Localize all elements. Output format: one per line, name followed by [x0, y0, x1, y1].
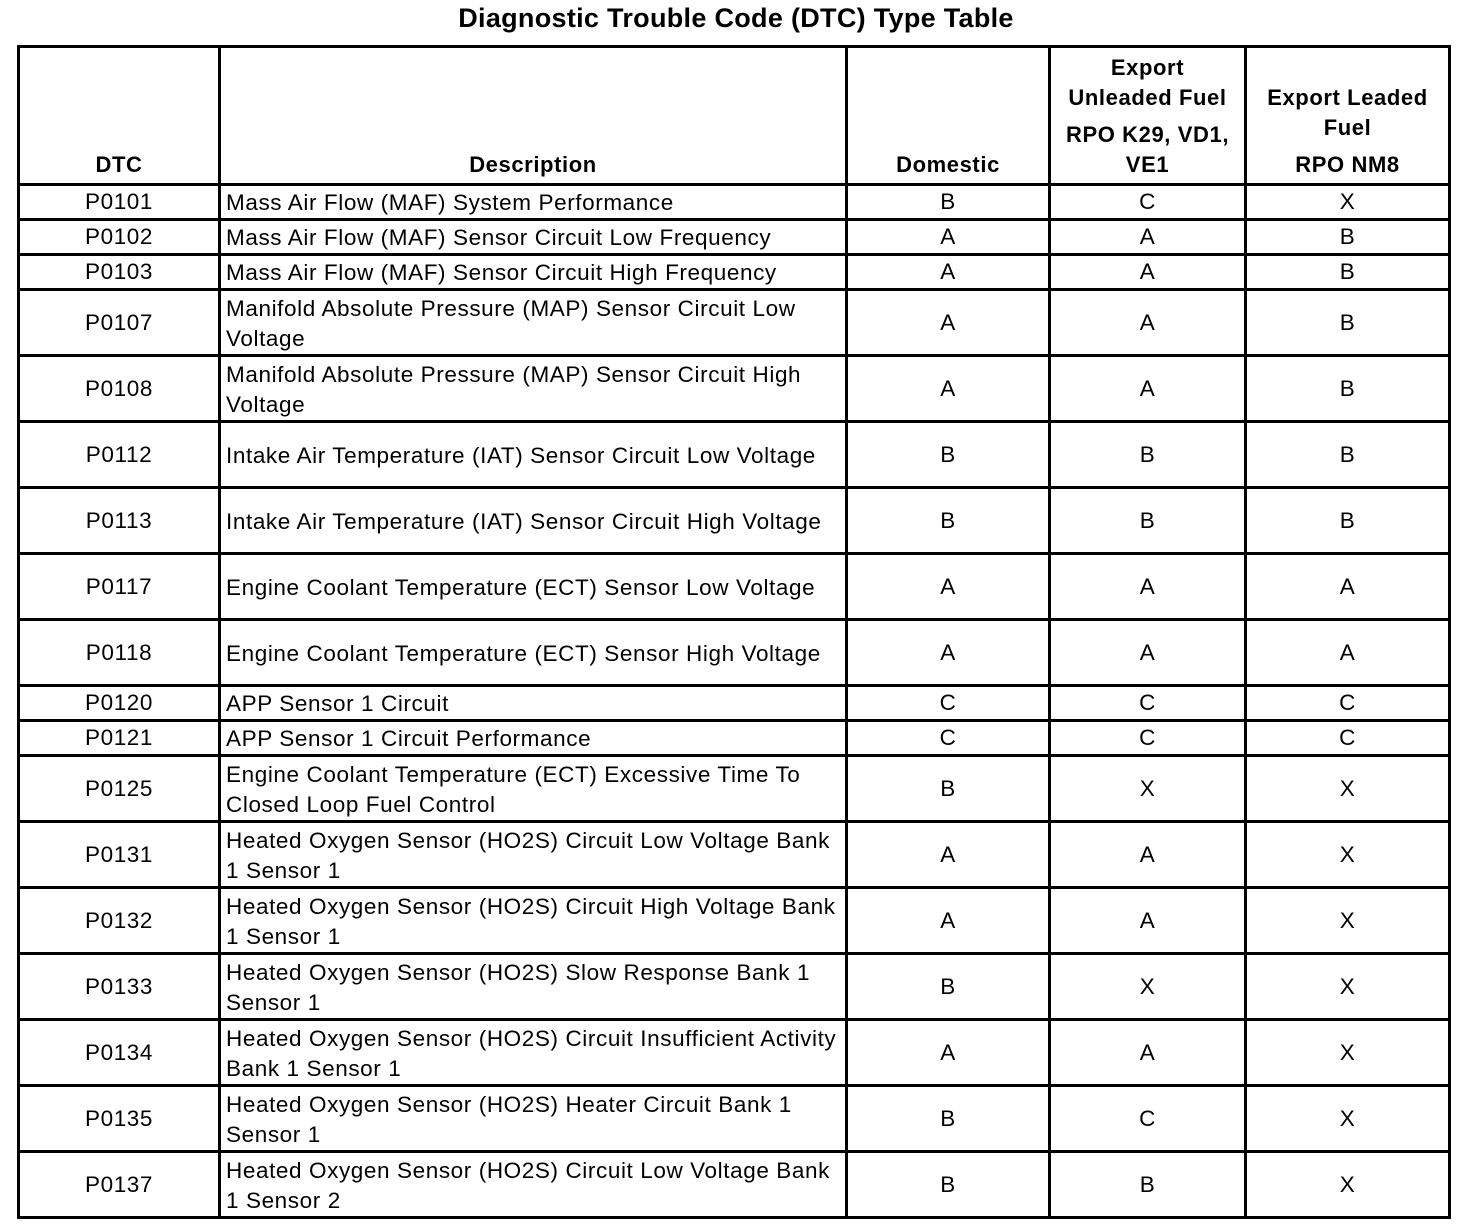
export-leaded-type: B	[1246, 488, 1450, 554]
table-row	[19, 1020, 1450, 1086]
export-unleaded-type: A	[1050, 356, 1246, 422]
dtc-code: P0113	[19, 488, 220, 554]
domestic-type: B	[847, 422, 1050, 488]
dtc-description: APP Sensor 1 Circuit	[220, 686, 847, 721]
domestic-type: B	[847, 1152, 1050, 1218]
table-row	[19, 620, 1450, 686]
export-leaded-type: B	[1246, 255, 1450, 290]
export-leaded-type: C	[1246, 721, 1450, 756]
table-row	[19, 290, 1450, 356]
domestic-type: A	[847, 220, 1050, 255]
dtc-description: Heated Oxygen Sensor (HO2S) Heater Circuit Bank 1 Sensor 1	[220, 1086, 847, 1152]
dtc-description: Mass Air Flow (MAF) Sensor Circuit High Frequency	[220, 255, 847, 290]
header-dtc: DTC	[19, 47, 220, 185]
export-leaded-type: X	[1246, 185, 1450, 220]
header-export-leaded	[1246, 47, 1450, 185]
domestic-type: B	[847, 488, 1050, 554]
export-leaded-type: A	[1246, 620, 1450, 686]
header-export-unleaded-line-3: RPO K29, VD1,	[1065, 122, 1230, 147]
header-description: Description	[220, 47, 847, 185]
page-title: Diagnostic Trouble Code (DTC) Type Table	[458, 3, 1014, 33]
dtc-description: Engine Coolant Temperature (ECT) Sensor Low Voltage	[220, 554, 847, 620]
export-leaded-type: X	[1246, 756, 1450, 822]
table-row	[19, 756, 1450, 822]
table-row	[19, 822, 1450, 888]
dtc-description: Mass Air Flow (MAF) Sensor Circuit Low Frequency	[220, 220, 847, 255]
dtc-description: Engine Coolant Temperature (ECT) Sensor High Voltage	[220, 620, 847, 686]
dtc-description: Manifold Absolute Pressure (MAP) Sensor Circuit High Voltage	[220, 356, 847, 422]
export-unleaded-type: X	[1050, 954, 1246, 1020]
dtc-code: P0120	[19, 686, 220, 721]
export-unleaded-type: B	[1050, 488, 1246, 554]
dtc-description: Heated Oxygen Sensor (HO2S) Circuit Low Voltage Bank 1 Sensor 2	[220, 1152, 847, 1218]
export-unleaded-type: C	[1050, 1086, 1246, 1152]
table-row	[19, 1152, 1450, 1218]
export-leaded-type: B	[1246, 220, 1450, 255]
dtc-code: P0137	[19, 1152, 220, 1218]
domestic-type: A	[847, 554, 1050, 620]
dtc-code: P0121	[19, 721, 220, 756]
export-unleaded-type: A	[1050, 290, 1246, 356]
export-leaded-type: X	[1246, 888, 1450, 954]
domestic-type: A	[847, 290, 1050, 356]
dtc-code: P0133	[19, 954, 220, 1020]
export-unleaded-type: A	[1050, 620, 1246, 686]
export-leaded-type: A	[1246, 554, 1450, 620]
export-leaded-type: X	[1246, 1086, 1450, 1152]
domestic-type: A	[847, 822, 1050, 888]
dtc-code: P0118	[19, 620, 220, 686]
export-leaded-type: B	[1246, 422, 1450, 488]
dtc-description: APP Sensor 1 Circuit Performance	[220, 721, 847, 756]
export-unleaded-type: A	[1050, 888, 1246, 954]
export-unleaded-type: A	[1050, 554, 1246, 620]
table-row	[19, 422, 1450, 488]
domestic-type: B	[847, 185, 1050, 220]
dtc-code: P0112	[19, 422, 220, 488]
header-export-leaded-line-1: Export Leaded	[1267, 85, 1428, 110]
export-unleaded-type: B	[1050, 1152, 1246, 1218]
dtc-description: Engine Coolant Temperature (ECT) Excessive Time To Closed Loop Fuel Control	[220, 756, 847, 822]
dtc-type-table	[17, 45, 1451, 1219]
dtc-code: P0135	[19, 1086, 220, 1152]
export-leaded-type: B	[1246, 356, 1450, 422]
dtc-description: Mass Air Flow (MAF) System Performance	[220, 185, 847, 220]
domestic-type: A	[847, 255, 1050, 290]
export-unleaded-type: C	[1050, 185, 1246, 220]
dtc-description: Intake Air Temperature (IAT) Sensor Circuit High Voltage	[220, 488, 847, 554]
export-unleaded-type: A	[1050, 220, 1246, 255]
dtc-description: Heated Oxygen Sensor (HO2S) Slow Response Bank 1 Sensor 1	[220, 954, 847, 1020]
domestic-type: C	[847, 686, 1050, 721]
domestic-type: A	[847, 356, 1050, 422]
export-leaded-type: B	[1246, 290, 1450, 356]
export-unleaded-type: X	[1050, 756, 1246, 822]
export-unleaded-type: A	[1050, 255, 1246, 290]
domestic-type: B	[847, 954, 1050, 1020]
table-row	[19, 488, 1450, 554]
domestic-type: C	[847, 721, 1050, 756]
dtc-code: P0108	[19, 356, 220, 422]
table-row	[19, 185, 1450, 220]
dtc-code: P0117	[19, 554, 220, 620]
export-unleaded-type: C	[1050, 686, 1246, 721]
header-export-unleaded-line-4: VE1	[1125, 152, 1170, 177]
dtc-description: Heated Oxygen Sensor (HO2S) Circuit Low Voltage Bank 1 Sensor 1	[220, 822, 847, 888]
export-leaded-type: C	[1246, 686, 1450, 721]
header-export-unleaded-line-2: Unleaded Fuel	[1068, 85, 1227, 110]
table-row	[19, 554, 1450, 620]
table-header-row	[19, 47, 1450, 185]
domestic-type: B	[847, 1086, 1050, 1152]
dtc-code: P0103	[19, 255, 220, 290]
domestic-type: A	[847, 620, 1050, 686]
domestic-type: A	[847, 888, 1050, 954]
dtc-description: Heated Oxygen Sensor (HO2S) Circuit Insufficient Activity Bank 1 Sensor 1	[220, 1020, 847, 1086]
dtc-code: P0102	[19, 220, 220, 255]
export-leaded-type: X	[1246, 954, 1450, 1020]
dtc-code: P0134	[19, 1020, 220, 1086]
export-unleaded-type: A	[1050, 822, 1246, 888]
export-leaded-type: X	[1246, 1020, 1450, 1086]
dtc-code: P0125	[19, 756, 220, 822]
header-export-unleaded	[1050, 47, 1246, 185]
table-row	[19, 721, 1450, 756]
table-row	[19, 954, 1450, 1020]
export-unleaded-type: A	[1050, 1020, 1246, 1086]
table-row	[19, 255, 1450, 290]
dtc-code: P0107	[19, 290, 220, 356]
export-leaded-type: X	[1246, 822, 1450, 888]
export-unleaded-type: B	[1050, 422, 1246, 488]
dtc-code: P0132	[19, 888, 220, 954]
dtc-code: P0131	[19, 822, 220, 888]
export-leaded-type: X	[1246, 1152, 1450, 1218]
dtc-description: Intake Air Temperature (IAT) Sensor Circuit Low Voltage	[220, 422, 847, 488]
table-row	[19, 888, 1450, 954]
domestic-type: A	[847, 1020, 1050, 1086]
header-export-leaded-line-2: Fuel	[1323, 115, 1372, 140]
dtc-description: Manifold Absolute Pressure (MAP) Sensor Circuit Low Voltage	[220, 290, 847, 356]
dtc-code: P0101	[19, 185, 220, 220]
table-row	[19, 356, 1450, 422]
table-row	[19, 1086, 1450, 1152]
domestic-type: B	[847, 756, 1050, 822]
dtc-description: Heated Oxygen Sensor (HO2S) Circuit High Voltage Bank 1 Sensor 1	[220, 888, 847, 954]
header-export-unleaded-line-1: Export	[1110, 55, 1185, 80]
header-export-leaded-line-3: RPO NM8	[1295, 152, 1400, 177]
table-row	[19, 686, 1450, 721]
table-row	[19, 220, 1450, 255]
export-unleaded-type: C	[1050, 721, 1246, 756]
header-domestic: Domestic	[847, 47, 1050, 185]
